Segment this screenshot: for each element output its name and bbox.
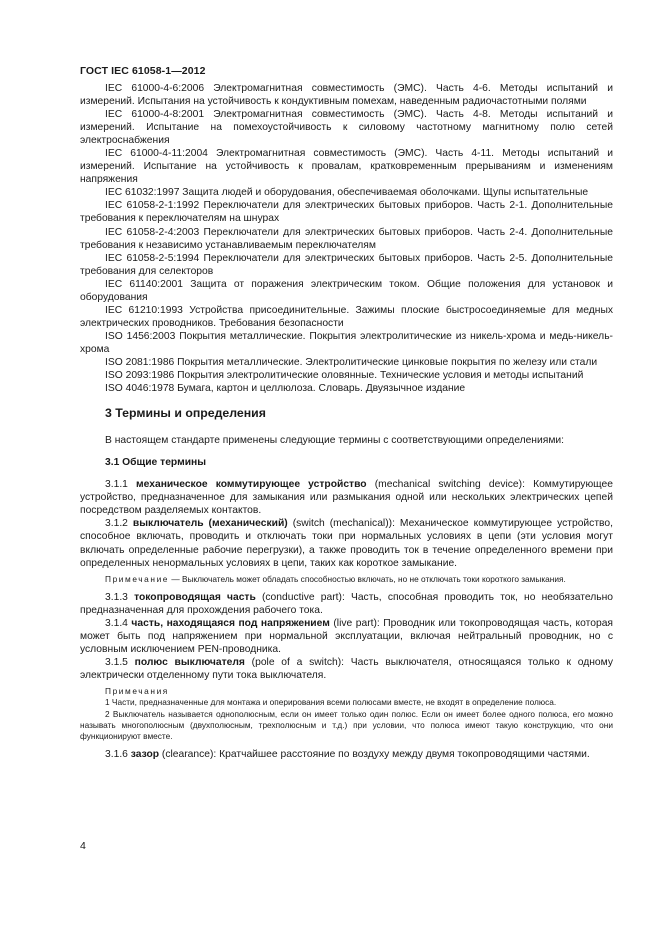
ref-item: IEC 61210:1993 Устройства присоединительные. Зажимы плоские быстросоединяемые для медных электрических проводников. Требования безопасности (80, 304, 613, 329)
term-name: токопроводящая часть (134, 591, 256, 603)
document-header: ГОСТ IEC 61058-1—2012 (80, 65, 206, 77)
term-definition: (conductive part): Часть, способная проводить ток, но необязательно предназначенная для прохождения рабочего тока. (80, 591, 614, 616)
term-definition: (switch (mechanical)): Механическое коммутирующее устройство, способное включать, проводить и отключать токи при нормальных условиях в цепи (эти условия могут включать определенные рабочие перегрузки), а также проводить ток в течение определенного времени при определенных ненормальных условиях в цепи, таких как короткое замыкание. (80, 518, 613, 569)
ref-item: IEC 61000-4-6:2006 Электромагнитная совместимость (ЭМС). Часть 4-6. Методы испытаний и измерений. Испытания на устойчивость к кондуктивным помехам, наведенным радиочастотными полями (80, 83, 613, 108)
ref-item: ISO 2093:1986 Покрытия электролитические оловянные. Технические условия и методы испытаний (105, 370, 584, 382)
term-3-1-6 (80, 748, 613, 761)
page-number: 4 (80, 840, 86, 852)
term-number: 3.1.6 (105, 749, 131, 761)
note-item: 2 Выключатель называется однополюсным, если он имеет только один полюс. Если он имеет более одного полюса, его можно называть многополюсным (двухполюсным, трехполюсным и т.д.) при условии, что полюса имеют такую конструкцию, что они функционируют вместе. (80, 708, 613, 741)
term-3-1-4 (80, 617, 613, 656)
term-3-1-3 (80, 591, 613, 617)
ref-item: IEC 61000-4-11:2004 Электромагнитная совместимость (ЭМС). Часть 4-11. Методы испытаний и измерений. Испытание на устойчивость к провалам, кратковременным прерываниям и изменениям напряжения (80, 148, 613, 186)
term-3-1-2 (80, 517, 613, 569)
term-3-1-1 (80, 478, 613, 517)
term-number: 3.1.3 (105, 591, 135, 603)
ref-item: IEC 61058-2-4:2003 Переключатели для электрических бытовых приборов. Часть 2-4. Дополнительные требования к независимо устанавливаемым переключателям (80, 226, 613, 251)
term-number: 3.1.4 (105, 617, 132, 629)
section-title: 3 Термины и определения (105, 406, 266, 421)
term-number: 3.1.5 (105, 657, 135, 669)
ref-item: IEC 61032:1997 Защита людей и оборудования, обеспечиваемая оболочками. Щупы испытательные (105, 187, 589, 199)
term-3-1-5 (80, 656, 613, 682)
ref-item: ISO 4046:1978 Бумага, картон и целлюлоза. Словарь. Двуязычное издание (105, 383, 466, 395)
note-item: 1 Части, предназначенные для монтажа и оперирования всеми полюсами вместе, не входят в определение полюса. (105, 697, 557, 708)
term-definition: (pole of a switch): Часть выключателя, относящаяся только к одному электрически отделенному пути тока выключателя. (80, 657, 613, 682)
term-definition: (clearance): Кратчайшее расстояние по воздуху между двумя токопроводящими частями. (159, 749, 590, 761)
term-name: выключатель (механический) (132, 518, 288, 530)
document-body (80, 82, 613, 761)
term-definition: (live part): Проводник или токопроводящая часть, которая может быть под напряжением при нормальной эксплуатации, включая нейтральный проводник, но с условным исключением PEN-проводника. (80, 617, 614, 655)
note-text: — Выключатель может обладать способностью включать, но не отключать токи короткого замыкания. (169, 573, 566, 584)
ref-item: IEC 61140:2001 Защита от поражения электрическим током. Общие положения для установок и оборудования (80, 278, 613, 303)
term-number: 3.1.2 (105, 518, 133, 530)
subsection-title: 3.1 Общие термины (105, 457, 207, 469)
term-name: зазор (130, 749, 160, 761)
ref-item: ISO 2081:1986 Покрытия металлические. Электролитические цинковые покрытия по железу или стали (105, 356, 598, 368)
term-name: механическое коммутирующее устройство (136, 479, 367, 491)
ref-item: IEC 61058-2-1:1992 Переключатели для электрических бытовых приборов. Часть 2-1. Дополнительные требования к переключателям на шнурах (80, 200, 613, 225)
term-name: полюс выключателя (134, 657, 245, 669)
note (80, 574, 613, 585)
note-label: Примечание (105, 573, 170, 584)
section-intro: В настоящем стандарте применены следующие термины с соответствующими определениями: (105, 435, 565, 447)
ref-item: IEC 61058-2-5:1994 Переключатели для электрических бытовых приборов. Часть 2-5. Дополнительные требования для селекторов (80, 252, 613, 277)
notes-label: Примечания (105, 686, 169, 697)
ref-item: ISO 1456:2003 Покрытия металлические. Покрытия электролитические из никель-хрома и медь-никель-хрома (80, 330, 613, 355)
term-definition: (mechanical switching device): Коммутирующее устройство, предназначенное для замыкания или размыкания одной или нескольких электрических цепей посредством разделяемых контактов. (80, 479, 613, 517)
term-name: часть, находящаяся под напряжением (131, 617, 330, 629)
term-number: 3.1.1 (105, 479, 137, 491)
ref-item: IEC 61000-4-8:2001 Электромагнитная совместимость (ЭМС). Часть 4-8. Методы испытаний и измерений. Испытание на помехоустойчивость к силовому частотному магнитному полю сетей электроснабжения (80, 109, 613, 147)
